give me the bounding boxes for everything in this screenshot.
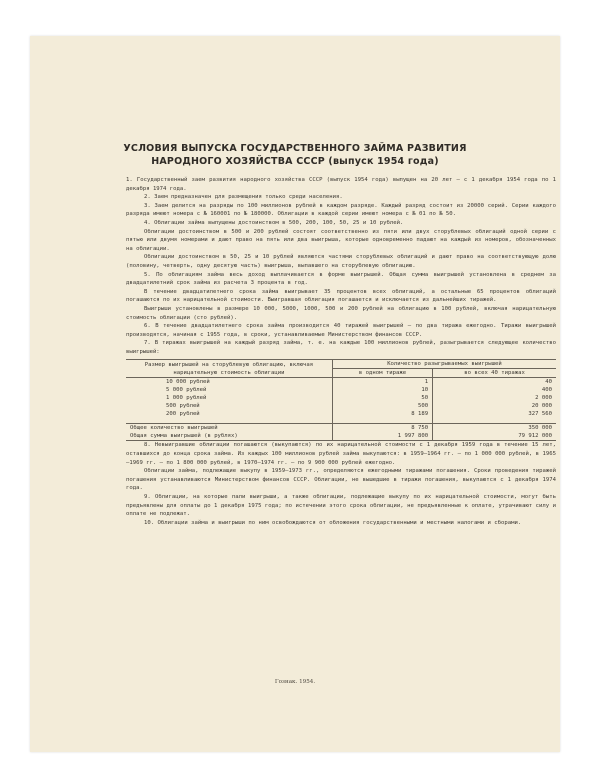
- table-total-row: [126, 432, 556, 441]
- one-draw-count: 1: [332, 378, 432, 387]
- paragraph: Облигации достоинством в 500 и 200 рублей состоят соответственно из пяти или двух сторублевых облигаций одной серии с пятью или двумя номерами и дают право на пять или два выигрыша, которые одновременно падают на каждый из номеров, обозначенных на облигации.: [126, 228, 556, 252]
- all-draws-count: 327 560: [433, 410, 556, 424]
- all-draws-total: 350 000: [433, 424, 556, 433]
- prize-size: 5 000 рублей: [166, 387, 207, 394]
- prize-size: 10 000 рублей: [166, 379, 210, 386]
- title-line-2: НАРОДНОГО ХОЗЯЙСТВА СССР (выпуск 1954 года): [151, 156, 439, 167]
- title-line-1: УСЛОВИЯ ВЫПУСКА ГОСУДАРСТВЕННОГО ЗАЙМА РАЗВИТИЯ: [123, 143, 467, 154]
- paragraph: Облигации достоинством в 50, 25 и 10 рублей являются частями сторублевых облигаций и дают право на соответствующую долю (половину, четверть, одну десятую часть) выигрыша, выпавшего на сторублевую облигацию.: [126, 254, 556, 269]
- all-draws-count: 400: [433, 386, 556, 394]
- paragraph: 5. По облигациям займа весь доход выплачивается в форме выигрышей. Общая сумма выигрышей установлена в среднем за двадцатилетний срок займа из расчета 3 процента в год.: [126, 271, 556, 287]
- all-draws-count: 2 000: [433, 394, 556, 402]
- paragraph: 8. Невыигравшие облигации погашаются (выкупаются) по их нарицательной стоимости с 1 декабря 1959 года в течение 15 лет, оставшихся до конца срока займа. Из каждых 100 миллионов рублей займа выкупаются: в 1959—1964 гг. — по 1 000 000 рублей, в 1965—1969 гг. — по 1 800 000 рублей, в 1970—1974 гг. — по 9 900 000 рублей ежегодно.: [126, 442, 556, 466]
- paragraph: В течение двадцатилетнего срока займа выигрывает 35 процентов всех облигаций, а остальные 65 процентов облигаций погашаются по их нарицательной стоимости. Выигравшая облигация погашается и исключается из дальнейших тиражей.: [126, 288, 556, 304]
- prize-size-header: Размер выигрышей на сторублевую облигацию, включая нарицательную стоимость облигации: [126, 360, 332, 378]
- total-label: Общая сумма выигрышей (в рублях): [126, 432, 332, 441]
- paragraph: Облигации займа, подлежащие выкупу в 1959—1973 гг., определяются ежегодными тиражами погашения. Сроки проведения тиражей погашения устанавливаются Министерством финансов СССР. Облигации, не вышедшие в тиражи погашения, выкупаются с 1 декабря 1974 года.: [126, 468, 556, 492]
- paragraph: 4. Облигации займа выпущены достоинством в 500, 200, 100, 50, 25 и 10 рублей.: [144, 219, 404, 226]
- one-draw-count: 50: [332, 394, 432, 402]
- all-draws-count: 20 000: [433, 402, 556, 410]
- one-draw-count: 10: [332, 386, 432, 394]
- prize-table: [126, 359, 556, 441]
- paragraph: 7. В тиражах выигрышей на каждый разряд займа, т. е. на каждые 100 миллионов рублей, разыгрывается следующее количество выигрышей:: [126, 340, 556, 355]
- conditions-text: [126, 176, 556, 527]
- paragraph: 10. Облигации займа и выигрыши по ним освобождаются от обложения государственными и местными налогами и сборами.: [144, 519, 522, 526]
- table-row: [126, 386, 556, 394]
- paragraph: 2. Заем предназначен для размещения только среди населения.: [144, 194, 343, 201]
- paragraph: Выигрыши установлены в размере 10 000, 5000, 1000, 500 и 200 рублей на облигацию в 100 рублей, включая нарицательную стоимость облигации (сто рублей).: [126, 305, 556, 321]
- paragraph: 6. В течение двадцатилетнего срока займа производится 40 тиражей выигрышей — по два тиража ежегодно. Тиражи выигрышей производятся, начиная с 1955 года, в сроки, устанавливаемые Министерством финансов СССР.: [126, 323, 556, 338]
- one-draw-count: 500: [332, 402, 432, 410]
- table-total-row: [126, 424, 556, 433]
- table-row: [126, 402, 556, 410]
- table-row: [126, 378, 556, 387]
- printer-imprint: Гознак. 1954.: [274, 679, 316, 685]
- table-row: [126, 394, 556, 402]
- prize-size: 200 рублей: [166, 411, 200, 418]
- one-draw-total: 1 997 800: [332, 432, 432, 441]
- paragraph: 3. Заем делится на разряды по 100 миллионов рублей в каждом разряде. Каждый разряд состоит из 20000 серий. Серии каждого разряда имеют номера с № 160001 по № 180000. Облигации в каждой серии имеют номера с № 01 по № 50.: [126, 202, 556, 218]
- prize-size: 500 рублей: [166, 403, 200, 410]
- paragraph: 1. Государственный заем развития народного хозяйства СССР (выпуск 1954 года) выпущен на 20 лет — с 1 декабря 1954 года по 1 декабря 1974 года.: [126, 177, 556, 192]
- prize-size: 1 000 рублей: [166, 395, 207, 402]
- document-title: [30, 142, 560, 168]
- all-draws-count: 40: [433, 378, 556, 387]
- table-row: [126, 410, 556, 424]
- bond-back-page: [30, 36, 560, 752]
- paragraph: 9. Облигации, на которые пали выигрыши, а также облигации, подлежащие выкупу по их нарицательной стоимости, могут быть предъявлены для оплаты до 1 декабря 1975 года; по истечении этого срока облигации, не предъявленные к оплате, утрачивают силу и оплате не подлежат.: [126, 494, 556, 518]
- all-draws-header: во всех 40 тиражах: [433, 369, 556, 378]
- quantity-group-header: Количество разыгрываемых выигрышей: [332, 360, 556, 369]
- one-draw-header: в одном тираже: [332, 369, 432, 378]
- all-draws-total: 79 912 000: [433, 432, 556, 441]
- total-label: Общее количество выигрышей: [126, 424, 332, 433]
- one-draw-total: 8 750: [332, 424, 432, 433]
- one-draw-count: 8 189: [332, 410, 432, 424]
